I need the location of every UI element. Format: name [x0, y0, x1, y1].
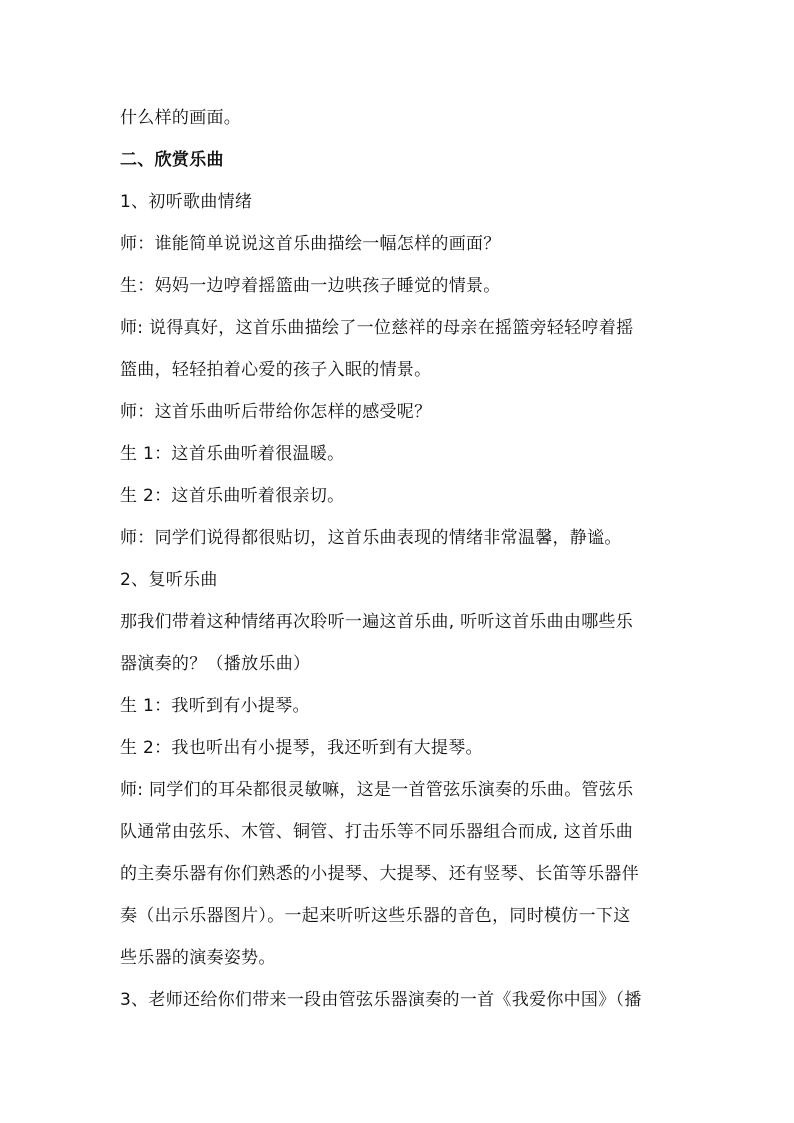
dialogue-line: 生：妈妈一边哼着摇篮曲一边哄孩子睡觉的情景。: [120, 276, 501, 296]
dialogue-line: 生 2：这首乐曲听着很亲切。: [120, 486, 345, 506]
dialogue-line: 生 2：我也听出有小提琴，我还听到有大提琴。: [120, 738, 483, 758]
dialogue-line: 的主奏乐器有你们熟悉的小提琴、大提琴、还有竖琴、长笛等乐器伴: [120, 864, 639, 884]
dialogue-line: 奏（出示乐器图片）。一起来听听这些乐器的音色，同时模仿一下这: [120, 906, 631, 926]
section-heading: 二、欣赏乐曲: [120, 150, 224, 170]
dialogue-line: 些乐器的演奏姿势。: [120, 948, 276, 968]
dialogue-line: 生 1：我听到有小提琴。: [120, 696, 310, 716]
dialogue-line: 队通常由弦乐、木管、铜管、打击乐等不同乐器组合而成, 这首乐曲: [120, 822, 634, 842]
subsection-heading: 3、老师还给你们带来一段由管弦乐器演奏的一首《我爱你中国》（播: [120, 990, 642, 1010]
paragraph-line: 器演奏的？（播放乐曲）: [120, 654, 311, 674]
dialogue-line: 生 1：这首乐曲听着很温暖。: [120, 444, 345, 464]
dialogue-line: 师：同学们说得都很贴切，这首乐曲表现的情绪非常温馨，静谧。: [120, 528, 622, 548]
dialogue-line: 师：谁能简单说说这首乐曲描绘一幅怎样的画面？: [120, 234, 501, 254]
paragraph-line: 什么样的画面。: [120, 108, 242, 128]
paragraph-line: 那我们带着这种情绪再次聆听一遍这首乐曲, 听听这首乐曲由哪些乐: [120, 612, 634, 632]
subsection-heading: 2、复听乐曲: [120, 570, 218, 590]
dialogue-line: 师: 说得真好，这首乐曲描绘了一位慈祥的母亲在摇篮旁轻轻哼着摇: [120, 318, 634, 338]
dialogue-line: 师: 同学们的耳朵都很灵敏嘛，这是一首管弦乐演奏的乐曲。管弦乐: [120, 780, 634, 800]
dialogue-line: 篮曲，轻轻拍着心爱的孩子入眠的情景。: [120, 360, 432, 380]
subsection-heading: 1、初听歌曲情绪: [120, 192, 253, 212]
dialogue-line: 师：这首乐曲听后带给你怎样的感受呢？: [120, 402, 432, 422]
